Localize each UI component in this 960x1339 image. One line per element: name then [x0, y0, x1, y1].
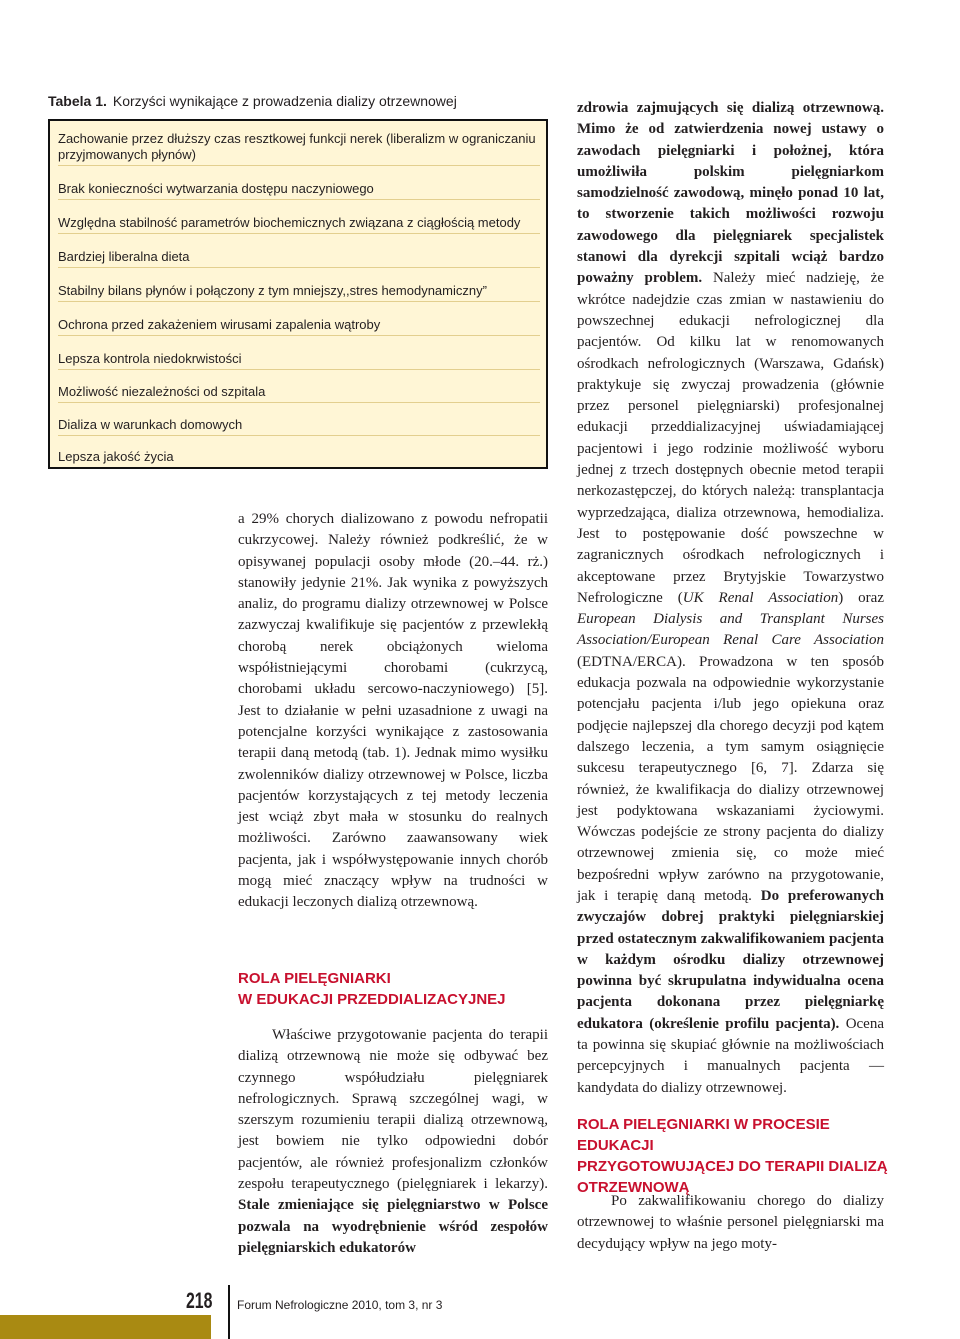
paragraph: a 29% chorych dializowano z powodu nefropatii cukrzycowej. Należy również podkreślić, że w opisywanej populacji osoby młode (20.–44. rż.) stanowiły jedynie 21%. Jak wynika z powyższych analiz, do programu dializy otrzewnowej w Polsce zazwyczaj kwalifikuje się pacjentów z przewlekłą chorobą nerek obciążonych wieloma współistniejącymi chorobami (cukrzycą, chorobami układu sercowo-naczyniowego) [5]. Jest to działanie w pełni uzasadnione z uwagi na potencjalne korzyści wynikające z zastosowania terapii daną metodą (tab. 1). Jednak mimo wysiłku zwolenników dializy otrzewnowej w Polsce, liczba pacjentów korzystających z tej metody leczenia jest wciąż zbyt mała w stosunku do realnych możliwości. Zarówno zaawansowany wiek pacjenta, jak i współwystępowanie innych chorób mogą mieć znaczący wpływ na trudności w edukacji leczonych dializą otrzewnową. — [238, 511, 548, 911]
paragraph-text: ) oraz — [838, 589, 884, 606]
table-row: Stabilny bilans płynów i połączony z tym mniejszy,,stres hemodynamiczny” — [58, 283, 540, 302]
italic-text: European Dialysis and Transplant Nurses Association/European Renal Care Association — [577, 611, 884, 649]
bold-text: zdrowia zajmujących się dializą otrzewnową. Mimo że od zatwierdzenia nowej ustawy o zawodach pielęgniarki i położnej, która umożliwiła polskim pielęgniarkom samodzielność zawodową, minęło ponad 10 lat, to stworzenie takich możliwości rozwoju zawodowego dla pielęgniarek specjalistek stanowi dla dyrekcji szpitali wciąż bardzo poważny problem. — [577, 100, 884, 287]
paragraph — [577, 98, 884, 1099]
heading-line: ROLA PIELĘGNIARKI — [238, 970, 391, 987]
table-caption — [48, 93, 457, 109]
paragraph: Po zakwalifikowaniu chorego do dializy otrzewnowej to właśnie personel pielęgniarski ma decydujący wpływ na jego moty- — [577, 1193, 884, 1252]
right-column-text-2 — [577, 1191, 884, 1255]
paragraph-text: Należy mieć nadzieję, że wkrótce nadejdzie czas zmian w nastawieniu do powszechnej edukacji nefrologicznej dla pacjentów. Od kilku lat w renomowanych ośrodkach nefrologicznych (Warszawa, Gdańsk) praktykuje się zwyczaj prowadzenia (głównie przez personel pielęgniarski) profesjonalnej edukacji przeddializacyjnej uświadamiającej pacjentowi i jego rodzinie możliwość wyboru jednej z trzech dostępnych obecnie metod terapii nerkozastępczej, do których należą: transplantacja wyprzedzająca, dializa otrzewnowa, hemodializa. Jest to postępowanie dość powszechne w zagranicznych ośrodkach nefrologicznych i akceptowane przez Brytyjskie Towarzystwo Nefrologiczne ( — [577, 270, 885, 606]
table-row: Dializa w warunkach domowych — [58, 417, 540, 436]
heading-line: W EDUKACJI PRZEDDIALIZACYJNEJ — [238, 991, 506, 1008]
page-number: 218 — [186, 1288, 213, 1313]
table-row: Zachowanie przez dłuższy czas resztkowej funkcji nerek (liberalizm w ograniczaniu przyjmowanych płynów) — [58, 131, 540, 166]
italic-text: UK Renal Association — [682, 589, 839, 606]
heading-line: OTRZEWNOWĄ — [577, 1179, 690, 1196]
section-heading — [238, 968, 548, 1010]
paragraph-text: Właściwe przygotowanie pacjenta do terapii dializą otrzewnową nie może się odbywać bez czynnego współudziału pielęgniarek nefrologicznych. Sprawą szczególnej wagi, w szerszym rozumieniu terapii dializą otrzewnową, jest bowiem nie tylko odpowiedni dobór pacjentów, ale również profesjonalizm członków zespołu terapeutycznego (pielęgniarek i lekarzy). — [238, 1027, 548, 1193]
page-footer-bar — [0, 1315, 211, 1339]
table-row: Brak konieczności wytwarzania dostępu naczyniowego — [58, 181, 540, 200]
heading-line: PRZYGOTOWUJĄCEJ DO TERAPII DIALIZĄ — [577, 1158, 888, 1175]
heading-line: ROLA PIELĘGNIARKI W PROCESIE EDUKACJI — [577, 1116, 830, 1154]
right-column-text — [577, 98, 884, 1099]
table-row: Możliwość niezależności od szpitala — [58, 384, 540, 403]
middle-column-text — [238, 509, 548, 914]
paragraph-text: Ocena ta powinna się skupiać głównie na możliwościach percepcyjnych i manualnych pacjenta — kandydata do dializy otrzewnowej. — [577, 1015, 884, 1096]
table-row: Lepsza kontrola niedokrwistości — [58, 351, 540, 370]
bold-text: Do preferowanych zwyczajów dobrej praktyki pielęgniarskiej przed ostatecznym zakwalifikowaniem pacjenta w każdym ośrodku dializy otrzewnowej powinna być skrupulatna indywidualna ocena pacjenta dokonana przez pielęgniarkę edukatora (określenie profilu pacjenta). — [577, 887, 885, 1032]
table-label: Tabela 1. — [48, 93, 107, 109]
paragraph — [238, 1025, 548, 1259]
journal-citation: Forum Nefrologiczne 2010, tom 3, nr 3 — [237, 1298, 443, 1312]
section-heading — [577, 1114, 897, 1198]
bold-text: Stale zmieniające się pielęgniarstwo w Polsce pozwala na wyodrębnienie wśród zespołów pielęgniarskich edukatorów — [238, 1197, 548, 1256]
table-title: Korzyści wynikające z prowadzenia dializy otrzewnowej — [112, 93, 457, 109]
paragraph-text: (EDTNA/ERCA). Prowadzona w ten sposób edukacja pozwala na odpowiednie wykorzystanie potencjału pacjenta i/lub jego opiekuna oraz podjęcie najlepszej dla chorego decyzji pod kątem dalszego leczenia, a tym samym osiągnięcie sukcesu terapeutycznego [6, 7]. Zdarza się również, że kwalifikacja do dializy otrzewnowej jest podyktowana wskazaniami życiowymi. Wówczas podejście ze strony pacjenta do dializy otrzewnowej zmienia się, co może mieć bezpośredni wpływ zarówno na przygotowanie, jak i terapię daną metodą. — [577, 653, 884, 904]
footer-divider — [228, 1285, 230, 1339]
table-1-box — [48, 119, 548, 469]
table-row: Ochrona przed zakażeniem wirusami zapalenia wątroby — [58, 317, 540, 336]
middle-column-text-2 — [238, 1025, 548, 1259]
table-row: Bardziej liberalna dieta — [58, 249, 540, 268]
table-row: Lepsza jakość życia — [58, 449, 174, 464]
table-row: Względna stabilność parametrów biochemicznych związana z ciągłością metody — [58, 215, 540, 234]
